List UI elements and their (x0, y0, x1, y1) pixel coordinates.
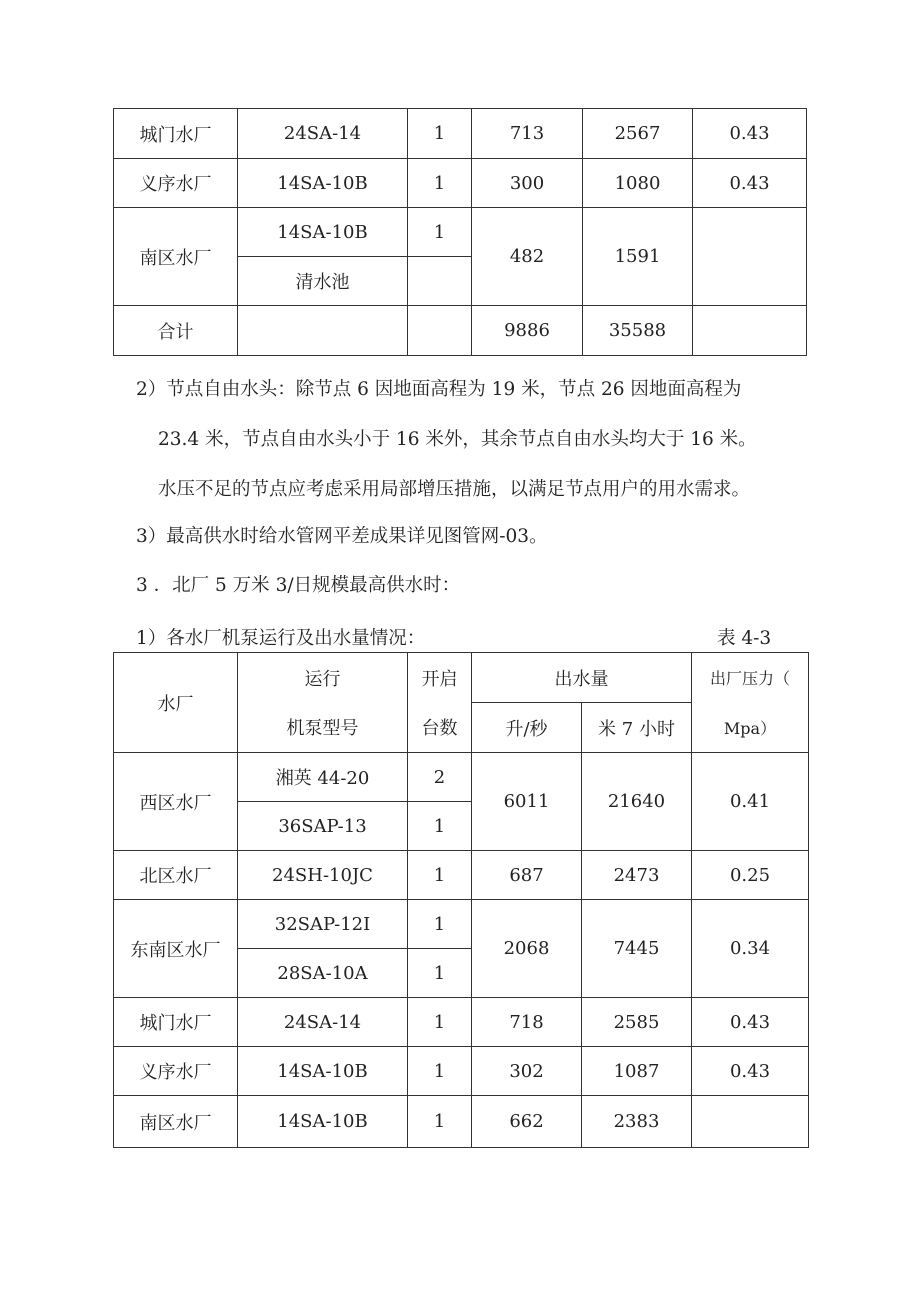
table-row (114, 208, 807, 257)
plant-cell: 南区水厂 (114, 1096, 238, 1148)
count-cell: 1 (408, 208, 472, 257)
count-cell: 1 (408, 1096, 472, 1148)
pressure-cell: 0.25 (692, 851, 809, 900)
count-cell: 1 (408, 802, 472, 851)
table-row (114, 159, 807, 208)
lps-cell: 2068 (472, 900, 582, 998)
paragraph-results-reference: 3）最高供水时给水管网平差成果详见图管网-03。 (136, 526, 548, 547)
table-row (114, 753, 809, 802)
pressure-cell (693, 208, 807, 306)
pressure-cell (693, 306, 807, 356)
header-lps: 升/秒 (472, 703, 582, 753)
pump-cell (238, 306, 408, 356)
table-number-label: 表 4-3 (717, 628, 772, 649)
count-cell (408, 257, 472, 306)
pump-cell: 24SA-14 (238, 998, 408, 1047)
plant-cell: 合计 (114, 306, 238, 356)
tph-cell: 2585 (582, 998, 692, 1047)
table-row (114, 109, 807, 159)
lps-cell: 687 (472, 851, 582, 900)
header-pump-line1: 运行 (238, 653, 408, 703)
header-tph: 米 7 小时 (582, 703, 692, 753)
paragraph-node-head-line2: 23.4 米，节点自由水头小于 16 米外，其余节点自由水头均大于 16 米。 (158, 429, 757, 450)
header-pump-line2: 机泵型号 (238, 703, 408, 753)
pump-cell: 14SA-10B (238, 1047, 408, 1096)
table-row (114, 851, 809, 900)
pressure-cell: 0.43 (693, 159, 807, 208)
plant-cell: 义序水厂 (114, 159, 238, 208)
table-caption: 1）各水厂机泵运行及出水量情况： (136, 628, 426, 649)
pump-cell: 14SA-10B (238, 159, 408, 208)
header-pressure-line1: 出厂压力（ (692, 653, 809, 703)
paragraph-node-head-line1: 2）节点自由水头：除节点 6 因地面高程为 19 米，节点 26 因地面高程为 (136, 379, 742, 400)
table-row (114, 1096, 809, 1148)
plant-cell: 城门水厂 (114, 109, 238, 159)
pump-output-table (113, 652, 809, 1148)
paragraph-node-head-line3: 水压不足的节点应考虑采用局部增压措施，以满足节点用户的用水需求。 (158, 479, 751, 500)
header-pressure-line2: Mpa） (692, 703, 809, 753)
pump-cell: 36SAP-13 (238, 802, 408, 851)
plant-cell: 城门水厂 (114, 998, 238, 1047)
lps-cell: 302 (472, 1047, 582, 1096)
lps-cell: 9886 (472, 306, 583, 356)
count-cell: 1 (408, 159, 472, 208)
lps-cell: 300 (472, 159, 583, 208)
plant-cell: 义序水厂 (114, 1047, 238, 1096)
plant-cell: 西区水厂 (114, 753, 238, 851)
table-header-row (114, 653, 809, 703)
pump-cell: 32SAP-12I (238, 900, 408, 949)
pump-cell: 28SA-10A (238, 949, 408, 998)
pump-cell: 24SH-10JC (238, 851, 408, 900)
tph-cell: 1080 (583, 159, 693, 208)
count-cell: 1 (408, 1047, 472, 1096)
pressure-cell: 0.41 (692, 753, 809, 851)
count-cell: 2 (408, 753, 472, 802)
pressure-cell: 0.34 (692, 900, 809, 998)
pump-cell: 14SA-10B (238, 208, 408, 257)
count-cell (408, 306, 472, 356)
plant-cell: 北区水厂 (114, 851, 238, 900)
header-count-line1: 开启 (408, 653, 472, 703)
tph-cell: 1087 (582, 1047, 692, 1096)
tph-cell: 2473 (582, 851, 692, 900)
header-output: 出水量 (472, 653, 692, 703)
lps-cell: 718 (472, 998, 582, 1047)
count-cell: 1 (408, 900, 472, 949)
pump-cell: 湘英 44-20 (238, 753, 408, 802)
lps-cell: 713 (472, 109, 583, 159)
pump-cell: 14SA-10B (238, 1096, 408, 1148)
pressure-cell: 0.43 (692, 1047, 809, 1096)
pump-cell: 清水池 (238, 257, 408, 306)
count-cell: 1 (408, 949, 472, 998)
header-plant: 水厂 (114, 653, 238, 753)
lps-cell: 662 (472, 1096, 582, 1148)
tph-cell: 2383 (582, 1096, 692, 1148)
header-count-line2: 台数 (408, 703, 472, 753)
pump-cell: 24SA-14 (238, 109, 408, 159)
tph-cell: 7445 (582, 900, 692, 998)
table-row (114, 306, 807, 356)
lps-cell: 482 (472, 208, 583, 306)
plant-cell: 东南区水厂 (114, 900, 238, 998)
tph-cell: 35588 (583, 306, 693, 356)
section-heading: 3 ．北厂 5 万米 3/日规模最高供水时： (136, 575, 461, 596)
count-cell: 1 (408, 998, 472, 1047)
table-row (114, 900, 809, 949)
tph-cell: 1591 (583, 208, 693, 306)
tph-cell: 21640 (582, 753, 692, 851)
plant-cell: 南区水厂 (114, 208, 238, 306)
table-row (114, 998, 809, 1047)
pressure-cell: 0.43 (692, 998, 809, 1047)
pressure-cell: 0.43 (693, 109, 807, 159)
count-cell: 1 (408, 109, 472, 159)
lps-cell: 6011 (472, 753, 582, 851)
table-continued (113, 108, 807, 356)
count-cell: 1 (408, 851, 472, 900)
pressure-cell (692, 1096, 809, 1148)
tph-cell: 2567 (583, 109, 693, 159)
table-row (114, 1047, 809, 1096)
